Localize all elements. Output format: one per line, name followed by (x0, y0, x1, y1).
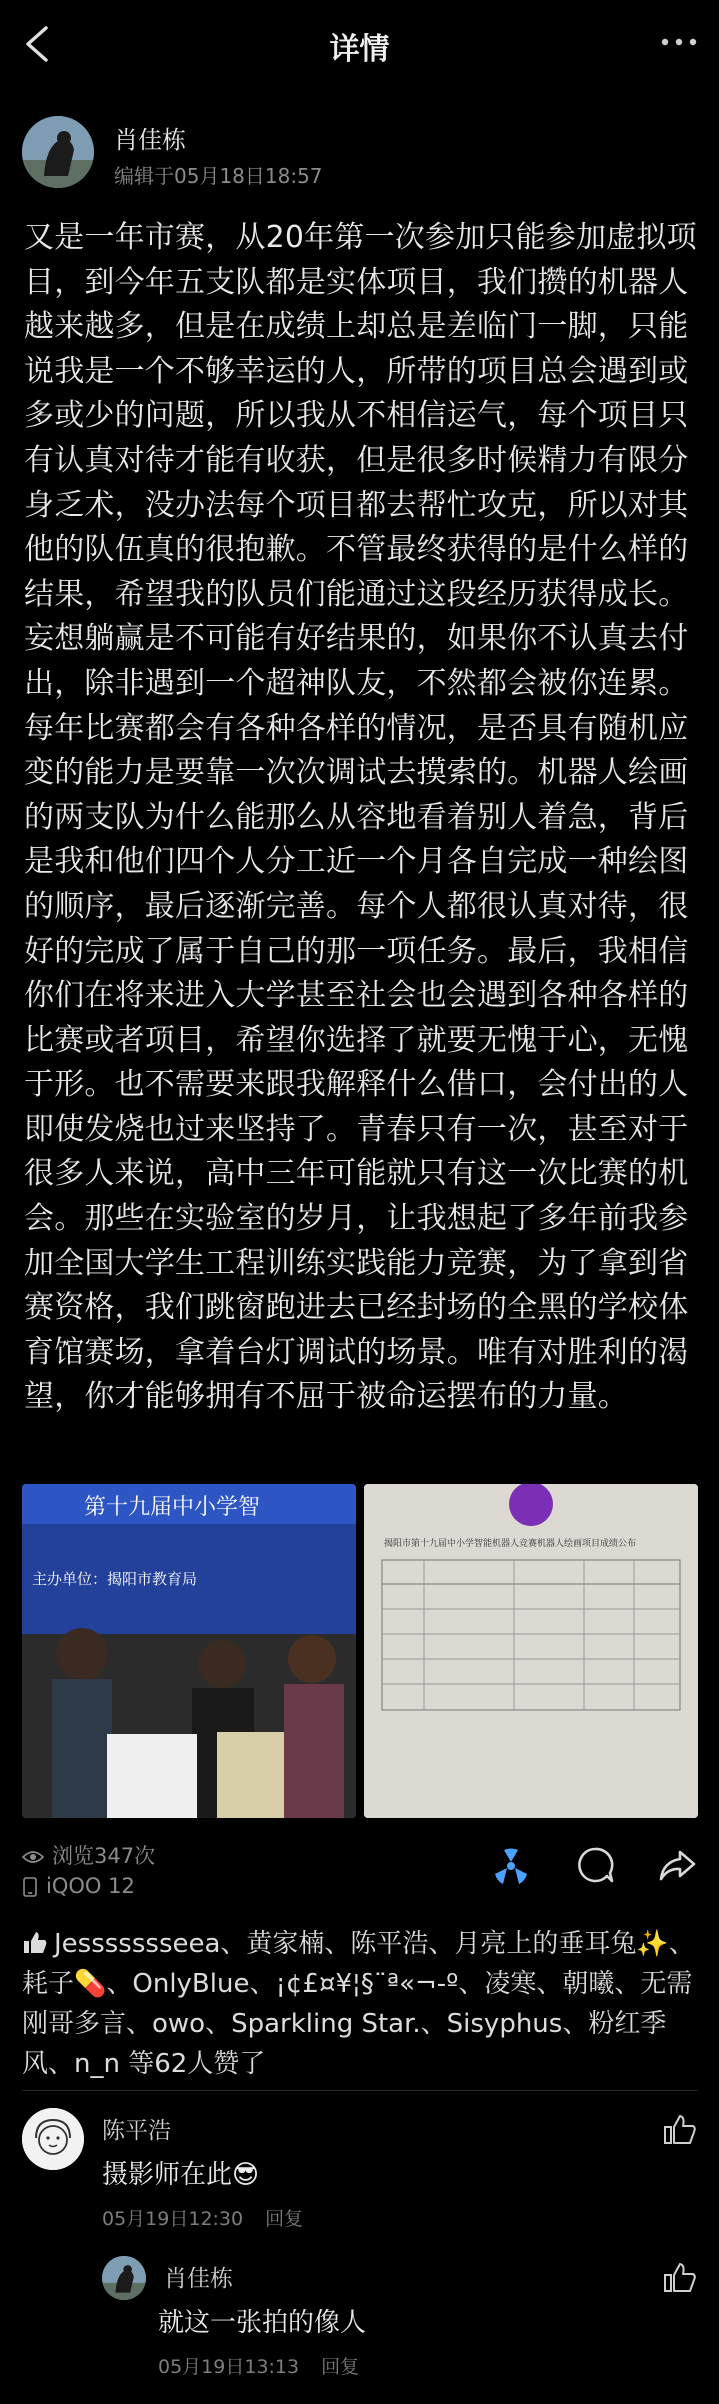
comment-like-icon[interactable] (662, 2112, 698, 2148)
likes-list (22, 1924, 702, 2084)
commenter-avatar[interactable] (22, 2108, 84, 2170)
action-bar (442, 1840, 702, 1890)
view-count-text: 浏览347次 (52, 1844, 156, 1868)
share-icon[interactable] (656, 1844, 698, 1886)
sketch-avatar-icon (22, 2108, 84, 2170)
more-options-icon[interactable] (659, 32, 699, 52)
page-title: 详情 (329, 32, 390, 67)
reply-button[interactable]: 回复 (265, 2208, 304, 2230)
photo-results-sheet[interactable] (364, 1484, 698, 1818)
comment-icon[interactable] (574, 1844, 616, 1886)
results-sheet-image (364, 1484, 698, 1818)
commenter-name[interactable]: 陈平浩 (102, 2118, 171, 2144)
reply-comment-meta (158, 2352, 359, 2379)
edit-time: 编辑于05月18日18:57 (114, 164, 323, 188)
banner-organizer-text: 主办单位：揭阳市教育局 (32, 1570, 198, 1588)
reply-button[interactable]: 回复 (321, 2356, 360, 2378)
author-avatar[interactable] (22, 116, 94, 188)
reply-comment-time: 05月19日13:13 (158, 2356, 300, 2378)
comment-text: 摄影师在此😎 (102, 2160, 260, 2190)
results-sheet-title: 揭阳市第十九届中小学智能机器人竞赛机器人绘画项目成绩公布 (384, 1539, 637, 1549)
device-text: iQOO 12 (46, 1874, 135, 1898)
photo-award-ceremony[interactable] (22, 1484, 356, 1818)
author-name[interactable]: 肖佳栋 (114, 126, 186, 154)
top-bar (0, 0, 719, 88)
reply-author-avatar[interactable] (102, 2256, 146, 2300)
eye-icon (22, 1849, 44, 1865)
divider (22, 2090, 698, 2091)
phone-icon (22, 1877, 38, 1897)
reply-like-icon[interactable] (662, 2260, 698, 2296)
device-info (22, 1874, 135, 1898)
likes-text: Jessssssseea、黄家楠、陈平浩、月亮上的垂耳兔✨、耗子💊、OnlyBlue、¡¢£¤¥¦§¨ª«¬-º、凌寒、朝曦、无需刚哥多言、owo、Sparkling Star.、Sisyphus、粉红季风、n_n 等62人赞了 (22, 1929, 695, 2079)
reply-comment-item (102, 2256, 702, 2396)
photo-grid (22, 1484, 698, 1818)
post-body-text: 又是一年市赛，从20年第一次参加只能参加虚拟项目，到今年五支队都是实体项目，我们攒的机器人越来越多，但是在成绩上却总是差临门一脚，只能说我是一个不够幸运的人，所带的项目总会遇到或多或少的问题，所以我从不相信运气，每个项目只有认真对待才能有收获，但是很多时候精力有限分身乏术，没办法每个项目都去帮忙攻克，所以对其他的队伍真的很抱歉。不管最终获得的是什么样的结果，希望我的队员们能通过这段经历获得成长。妄想躺赢是不可能有好结果的，如果你不认真去付出，除非遇到一个超神队友，不然都会被你连累。每年比赛都会有各种各样的情况，是否具有随机应变的能力是要靠一次次调试去摸索的。机器人绘画的两支队为什么能那么从容地看着别人着急，背后是我和他们四个人分工近一个月各自完成一种绘图的顺序，最后逐渐完善。每个人都很认真对待，很好的完成了属于自己的那一项任务。最后，我相信你们在将来进入大学甚至社会也会遇到各种各样的比赛或者项目，希望你选择了就要无愧于心，无愧于形。也不需要来跟我解释什么借口，会付出的人即使发烧也过来坚持了。青春只有一次，甚至对于很多人来说，高中三年可能就只有这一次比赛的机会。那些在实验室的岁月，让我想起了多年前我参加全国大学生工程训练实践能力竞赛，为了拿到省赛资格，我们跳窗跑进去已经封场的全黑的学校体育馆赛场，拿着台灯调试的场景。唯有对胜利的渴望，你才能够拥有不屈于被命运摆布的力量。 (24, 220, 697, 1415)
avatar-image-icon (22, 116, 94, 188)
comment-time: 05月19日12:30 (102, 2208, 244, 2230)
reply-avatar-image-icon (102, 2256, 146, 2300)
comment-meta (102, 2204, 303, 2231)
reply-author-name[interactable]: 肖佳栋 (164, 2266, 233, 2292)
reply-comment-text: 就这一张拍的像人 (158, 2308, 367, 2338)
comment-item (22, 2108, 702, 2248)
thumbs-up-icon (22, 1930, 48, 1956)
author-block (22, 116, 702, 196)
award-photo-image (22, 1484, 356, 1818)
post-stats (22, 1840, 702, 1904)
banner-title-text: 第十九届中小学智 (83, 1495, 261, 1520)
charge-icon[interactable] (490, 1844, 532, 1886)
view-count (22, 1840, 155, 1870)
